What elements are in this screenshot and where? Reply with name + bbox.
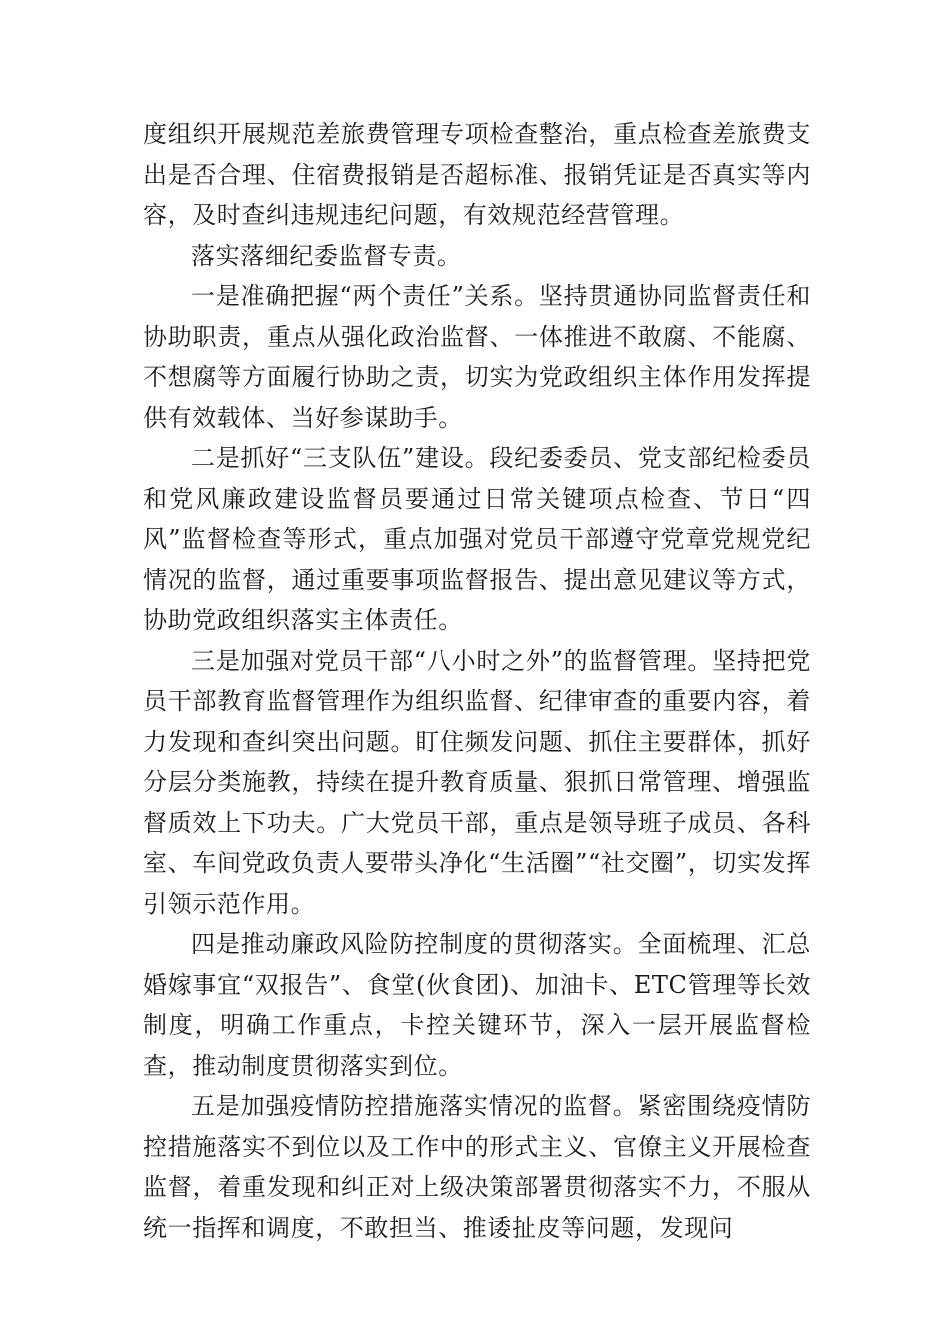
paragraph-item-four: 四是推动廉政风险防控制度的贯彻落实。全面梳理、汇总婚嫁事宜“双报告”、食堂(伙食团)、加油卡、ETC管理等长效制度，明确工作重点，卡控关键环节，深入一层开展监督检查，推动制度贯彻落实到位。 — [143, 930, 811, 1080]
paragraph-section-heading: 落实落细纪委监督专责。 — [191, 241, 462, 270]
paragraph-item-one: 一是准确把握“两个责任”关系。坚持贯通协同监督责任和协助职责，重点从强化政治监督、一体推进不敢腐、不能腐、不想腐等方面履行协助之责，切实为党政组织主体作用发挥提供有效载体、当好参谋助手。 — [143, 282, 811, 432]
paragraph-item-three: 三是加强对党员干部“八小时之外”的监督管理。坚持把党员干部教育监督管理作为组织监督、纪律审查的重要内容，着力发现和查纠突出问题。盯住频发问题、抓住主要群体，抓好分层分类施教，持续在提升教育质量、狠抓日常管理、增强监督质效上下功夫。广大党员干部，重点是领导班子成员、各科室、车间党政负责人要带头净化“生活圈”“社交圈”，切实发挥引领示范作用。 — [143, 646, 811, 918]
paragraph-item-two: 二是抓好“三支队伍”建设。段纪委委员、党支部纪检委员和党风廉政建设监督员要通过日常关键项点检查、节日“四风”监督检查等形式，重点加强对党员干部遵守党章党规党纪情况的监督，通过重要事项监督报告、提出意见建议等方式，协助党政组织落实主体责任。 — [143, 444, 811, 634]
document-body — [143, 114, 811, 1248]
paragraph-item-five: 五是加强疫情防控措施落实情况的监督。紧密围绕疫情防控措施落实不到位以及工作中的形式主义、官僚主义开展检查监督，着重发现和纠正对上级决策部署贯彻落实不力，不服从统一指挥和调度，不敢担当、推诿扯皮等问题，发现问 — [143, 1092, 811, 1242]
paragraph-continuation: 度组织开展规范差旅费管理专项检查整治，重点检查差旅费支出是否合理、住宿费报销是否超标准、报销凭证是否真实等内容，及时查纠违规违纪问题，有效规范经营管理。 — [143, 120, 811, 229]
